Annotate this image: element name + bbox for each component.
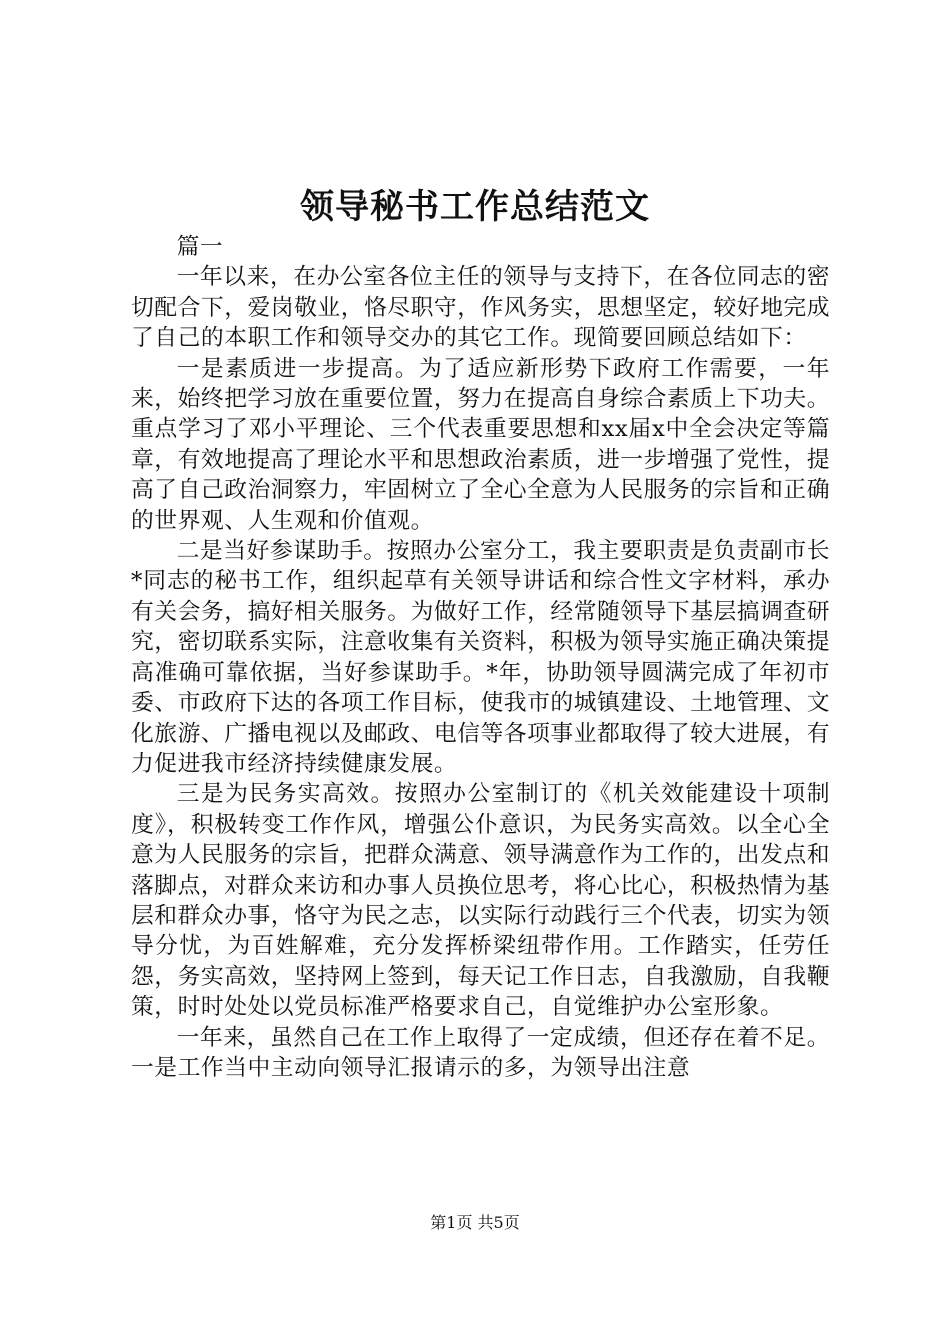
section-heading: 篇一 — [176, 234, 224, 260]
paragraph-point-two: 二是当好参谋助手。按照办公室分工，我主要职责是负责副市长*同志的秘书工作，组织起草有关领导讲话和综合性文字材料，承办有关会务，搞好相关服务。为做好工作，经常随领导下基层搞调查研究，密切联系实际，注意收集有关资料，积极为领导实施正确决策提高准确可靠依据，当好参谋助手。*年，协助领导圆满完成了年初市委、市政府下达的各项工作目标，使我市的城镇建设、土地管理、文化旅游、广播电视以及邮政、电信等各项事业都取得了较大进展，有力促进我市经济持续健康发展。 — [131, 538, 830, 777]
paragraph-intro: 一年以来，在办公室各位主任的领导与支持下，在各位同志的密切配合下，爱岗敬业，恪尽职守，作风务实，思想坚定，较好地完成了自己的本职工作和领导交办的其它工作。现简要回顾总结如下： — [131, 264, 830, 352]
paragraph-point-three: 三是为民务实高效。按照办公室制订的《机关效能建设十项制度》，积极转变工作作风，增强公仆意识，为民务实高效。以全心全意为人民服务的宗旨，把群众满意、领导满意作为工作的，出发点和落脚点，对群众来访和办事人员换位思考，将心比心，积极热情为基层和群众办事，恪守为民之志，以实际行动践行三个代表，切实为领导分忧，为百姓解难，充分发挥桥梁纽带作用。工作踏实，任劳任怨，务实高效，坚持网上签到，每天记工作日志，自我激励，自我鞭策，时时处处以党员标准严格要求自己，自觉维护办公室形象。 — [131, 781, 830, 1021]
paragraph-point-one: 一是素质进一步提高。为了适应新形势下政府工作需要，一年来，始终把学习放在重要位置，努力在提高自身综合素质上下功夫。重点学习了邓小平理论、三个代表重要思想和xx届x中全会决定等篇章，有效地提高了理论水平和思想政治素质，进一步增强了党性，提高了自己政治洞察力，牢固树立了全心全意为人民服务的宗旨和正确的世界观、人生观和价值观。 — [131, 355, 830, 534]
document-body — [131, 232, 830, 1083]
document-title: 领导秘书工作总结范文 — [300, 187, 650, 227]
paragraph-shortcomings: 一年来，虽然自己在工作上取得了一定成绩，但还存在着不足。一是工作当中主动向领导汇报请示的多，为领导出注意 — [131, 1024, 830, 1081]
page-number-footer: 第1页 共5页 — [430, 1213, 520, 1232]
